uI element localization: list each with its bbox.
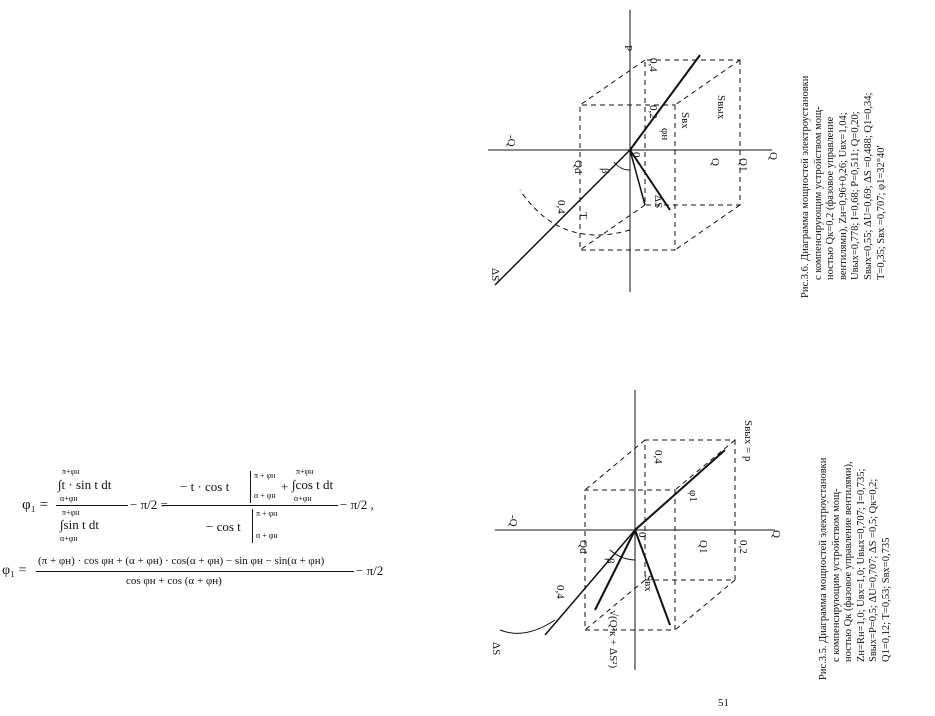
page-number: 51 — [718, 697, 729, 709]
fig36-label-tick04: 0,4 — [647, 58, 659, 72]
formula-int1-body: ∫t · sin t dt — [58, 477, 112, 492]
fraction-bar-2 — [162, 505, 338, 506]
fig36-label-phin: φн — [659, 128, 671, 141]
formula-int1-top: π+φн — [62, 467, 80, 476]
formula-num2-plus: + — [281, 479, 289, 494]
figure-3-5 — [485, 380, 785, 680]
figure-3-6 — [480, 0, 780, 300]
figure-3-5-diagram — [485, 380, 785, 680]
fig35-label-sqrt: √(Q²к + ΔS²) — [607, 610, 619, 669]
fig36-label-tick04b: 0,4 — [555, 200, 567, 214]
formula-line2-num: (π + φн) · cos φн + (α + φн) · cos(α + φн) − sin φн − sin(α + φн) — [38, 555, 325, 567]
fig35-label-qd: Qd — [577, 540, 589, 554]
fig35-label-tick04b: 0,4 — [554, 585, 566, 599]
fig35-label-tick02: 0,2 — [737, 540, 749, 554]
fig36-label-qneg: -Q — [505, 135, 517, 147]
formula-int2-top: π+φн — [62, 508, 80, 517]
formula-den2-top: π + φн — [256, 509, 278, 518]
fig36-label-t: T — [577, 212, 589, 219]
fig35-label-ds: ΔS — [490, 642, 502, 656]
fig35-label-zero: 0 — [636, 532, 648, 538]
figure-3-6-caption: Рис.3.6. Диаграмма мощностей электроустановки с компенсирующим устройством мощ- ностью Qк=0,2 (фазовое управление вентилями), Zн=0,96+0,26; Uвх=1,04; Uвых=0,778; I=0,68; P=0,511; Q=0,20; Sвых=0,55; ΔU=0,69; ΔS =0,488; Q1=0,34; T=0,35; Sвх =0,707; φ1=32°40' — [800, 75, 887, 298]
fig35-label-svyh: Sвых = p — [742, 420, 754, 462]
formula-num2-bottom: α + φн — [254, 491, 276, 500]
formula-int1-bottom: α+φн — [60, 494, 78, 503]
formula-minus-pi2-end: − π/2 , — [340, 497, 374, 512]
formula-int2-bottom: α+φн — [60, 534, 78, 543]
formula-line2-tail: − π/2 — [356, 563, 384, 578]
figure-3-6-diagram — [480, 0, 780, 300]
fig36-label-tick02: 0,2 — [647, 105, 659, 119]
formula-den2-bottom: α + φн — [256, 531, 278, 540]
formula-line2-den: cos φн + cos (α + φн) — [126, 575, 222, 587]
fig36-label-ds: ΔS — [489, 268, 501, 282]
formula-int2-body: ∫sin t dt — [60, 517, 99, 532]
figure-3-5-caption: Рис.3.5. Диаграмма мощностей электроустановки с компенсирующим устройством мощ- ностью Qк (фазовое управление вентилями), Zн=Rн=1,0; Uвх=1,0; Uвых=0,707; I=0,735; Sвых=P=0,5; ΔU=0,707; ΔS =0,5; Qк=0,2; Q1=0,12; T=0,53; Sвх=0,735 — [818, 457, 892, 680]
fig36-label-qaxis: Q — [767, 152, 779, 160]
fig35-label-q: Q — [770, 530, 782, 538]
formula-num2-int-top: π+φн — [296, 467, 314, 476]
fig35-label-q1: Q1 — [697, 540, 709, 554]
fig35-label-beta: β — [604, 558, 616, 564]
fig36-label-zero: 0 — [630, 152, 642, 158]
fig35-label-tick04: 0,4 — [652, 450, 664, 464]
fig35-label-qneg: -Q — [507, 515, 519, 527]
formula-line2-lhs: φ₁ = — [2, 563, 27, 578]
fig35-label-svh: Sвх — [642, 575, 654, 592]
fraction-bar-3 — [36, 571, 354, 572]
formula-num2-top: π + φн — [254, 471, 276, 480]
fig36-label-svh: Sвх — [679, 112, 691, 129]
fraction-bar-1 — [56, 505, 128, 506]
fig36-label-q: Q — [709, 158, 721, 166]
formula-num2-int: ∫cos t dt — [292, 477, 334, 492]
formula-block — [0, 445, 384, 605]
formula-minus-pi2: − π/2 = — [130, 497, 168, 512]
fig35-label-phi1: φ1 — [687, 490, 699, 502]
fig36-label-svyh: Sвых — [715, 95, 727, 120]
fig36-label-beta: β — [599, 168, 611, 174]
fig36-label-qd: Qd — [572, 160, 584, 174]
fig36-label-ds-small: ΔS — [652, 195, 664, 209]
formula-num2-int-bottom: α+φн — [294, 494, 312, 503]
fig36-label-q1: Q1 — [737, 158, 749, 172]
formula-den2: − cos t — [206, 519, 241, 534]
fig36-label-p: P — [622, 45, 634, 52]
formula-lhs: φ₁ = — [22, 497, 49, 513]
formula-num2-a: − t · cos t — [180, 479, 230, 494]
